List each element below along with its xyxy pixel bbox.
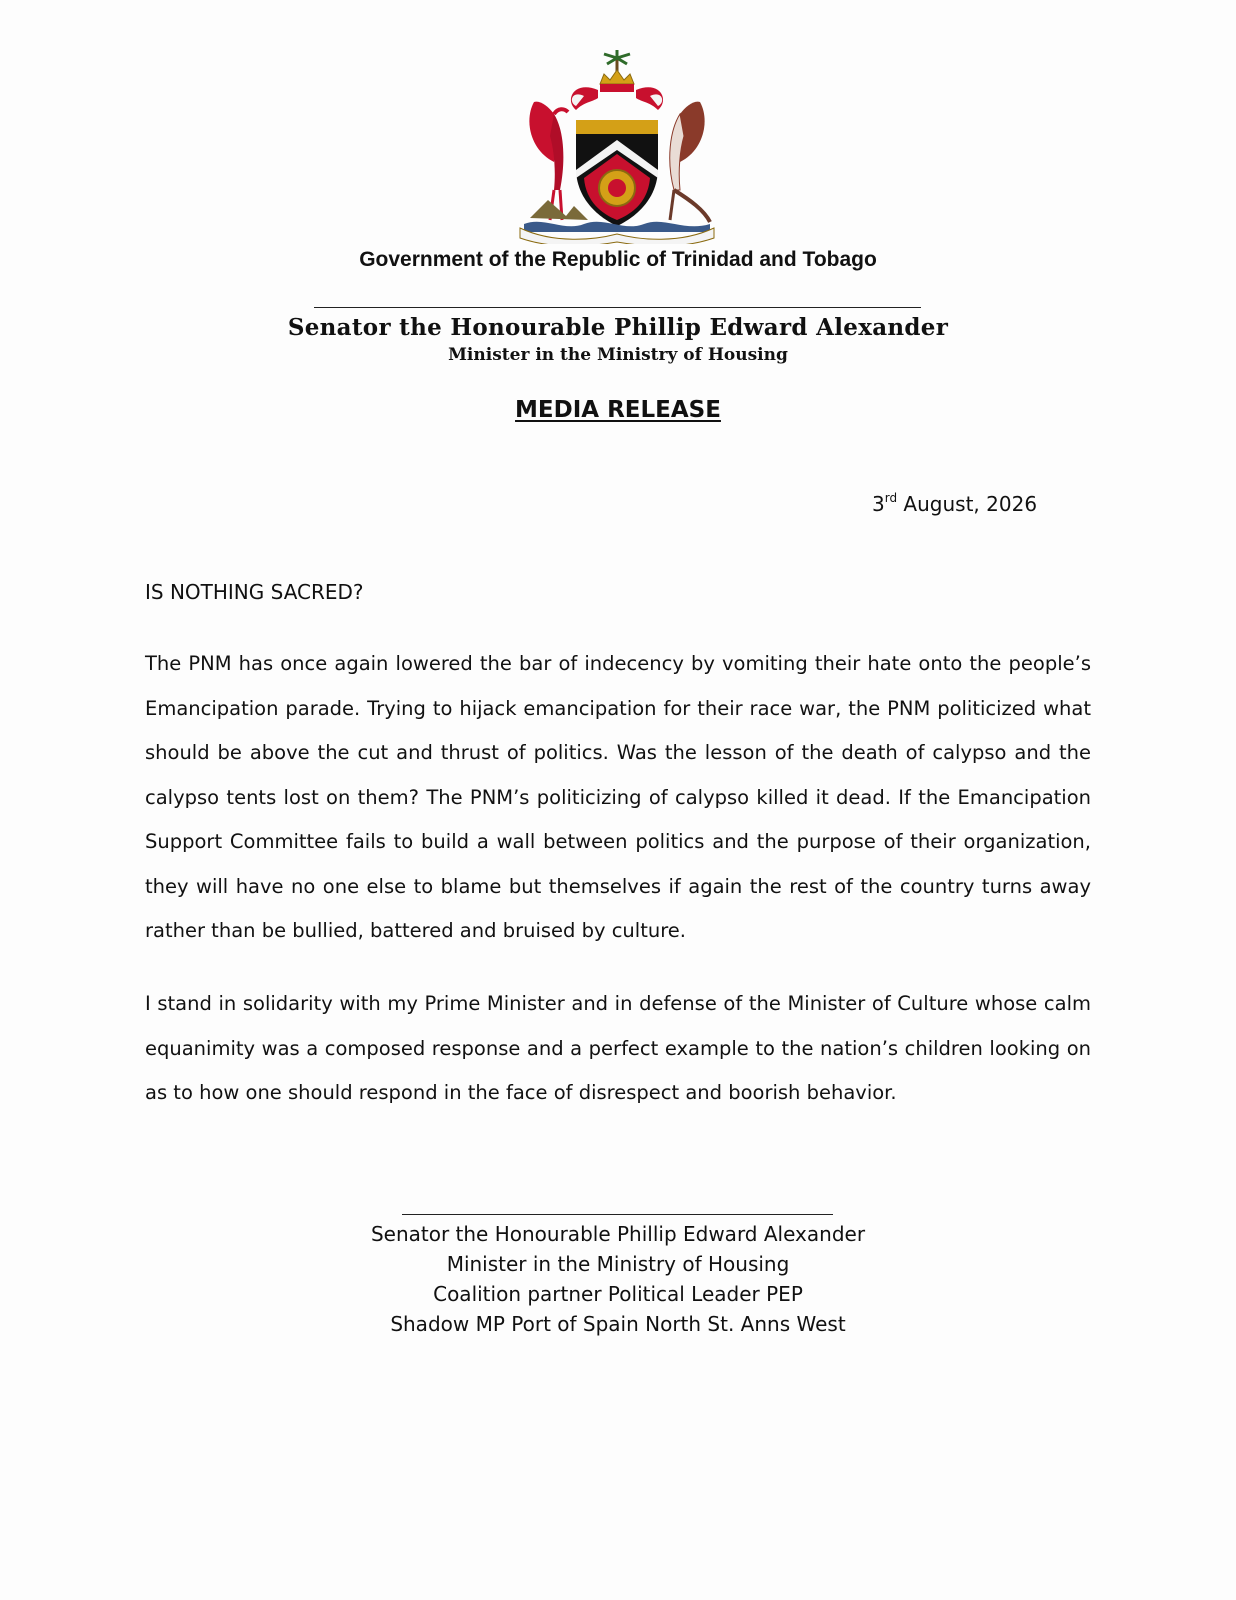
signature-name: Senator the Honourable Phillip Edward Alexander	[370, 1222, 866, 1246]
release-headline: IS NOTHING SACRED?	[145, 580, 364, 604]
date-suffix: rd	[884, 491, 898, 505]
signature-constituency: Shadow MP Port of Spain North St. Anns West	[390, 1312, 846, 1336]
government-title: Government of the Republic of Trinidad and Tobago	[359, 248, 877, 271]
senator-name-heading: Senator the Honourable Phillip Edward Alexander	[287, 314, 949, 341]
body-paragraph-1: The PNM has once again lowered the bar of indecency by vomiting their hate onto the people’s Emancipation parade. Trying to hijack emancipation for their race war, the PNM politicized what should be above the cut and thrust of politics. Was the lesson of the death of calypso and the calypso tents lost on them? The PNM’s politicizing of calypso killed it dead. If the Emancipation Support Committee fails to build a wall between politics and the purpose of their organization, they will have no one else to blame but themselves if again the rest of the country turns away rather than be bullied, battered and bruised by culture.	[145, 652, 1091, 942]
senator-role-heading: Minister in the Ministry of Housing	[448, 345, 788, 365]
date-day: 3	[872, 492, 885, 516]
release-date	[872, 491, 1037, 516]
signature-role: Minister in the Ministry of Housing	[446, 1252, 790, 1276]
body-paragraph-2: I stand in solidarity with my Prime Minister and in defense of the Minister of Culture whose calm equanimity was a composed response and a perfect example to the nation’s children looking on as to how one should respond in the face of disrespect and boorish behavior.	[145, 992, 1091, 1104]
signature-line	[402, 1214, 833, 1215]
coat-of-arms-logo	[514, 50, 720, 244]
header-divider	[314, 307, 921, 308]
date-rest: August, 2026	[897, 492, 1038, 516]
media-release-title: MEDIA RELEASE	[515, 397, 721, 423]
signature-party: Coalition partner Political Leader PEP	[433, 1282, 803, 1306]
